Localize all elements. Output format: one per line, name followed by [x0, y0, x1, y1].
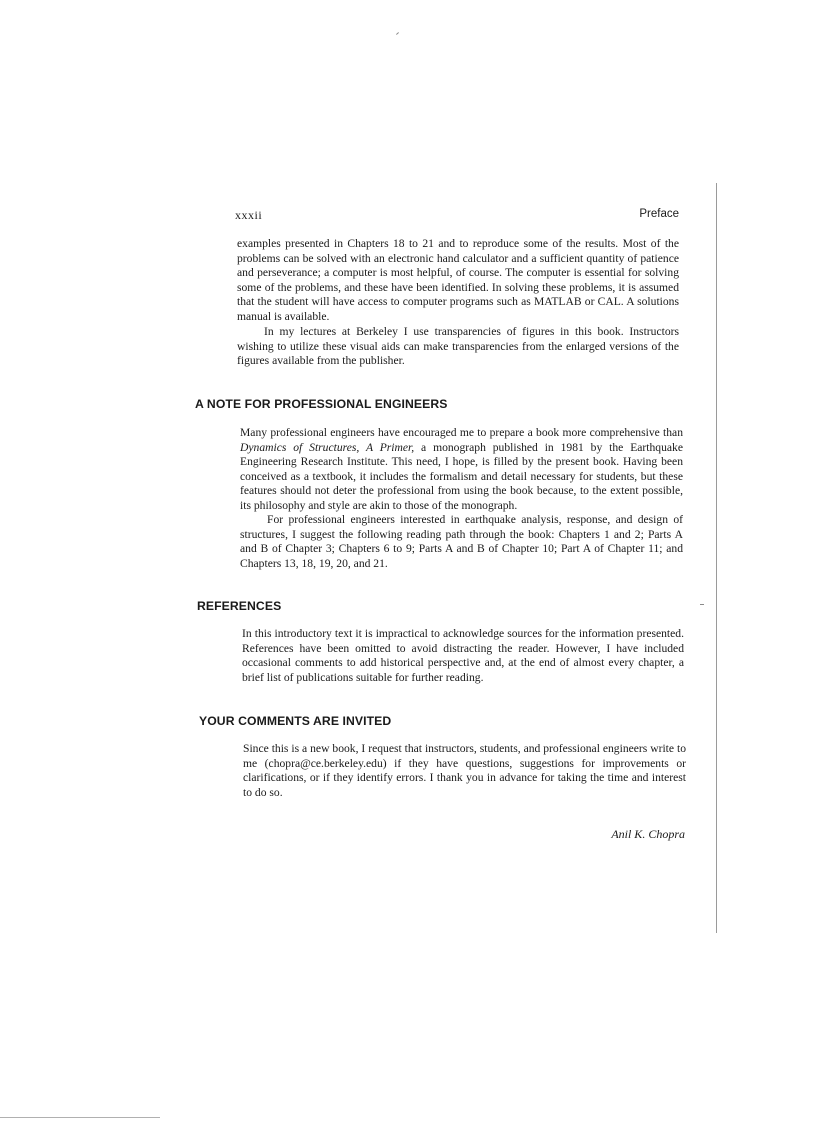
intro-paragraph-1: examples presented in Chapters 18 to 21 and to reproduce some of the results. Most of the problems can be solved with an electronic hand calculator and a sufficient quantity of patience and perseverance; a computer is most helpful, of course. The computer is essential for solving some of the problems, and these have been identified. In solving these problems, it is assumed that the student will have access to computer programs such as MATLAB or CAL. A solutions manual is available. [237, 237, 679, 323]
paragraph-text: a monograph published in 1981 by the Earthquake Engineering Research Institute. This need, I hope, is filled by the present book. Having been conceived as a textbook, it includes the formalism and detail necessary for students, but these features should not deter the professional from using the book because, to the extent possible, its philosophy and style are akin to those of the monograph. [240, 440, 683, 512]
heading-comments-invited: YOUR COMMENTS ARE INVITED [199, 714, 392, 728]
comments-paragraph: Since this is a new book, I request that instructors, students, and professional engineers write to me (chopra@ce.berkeley.edu) if they have questions, suggestions for improvements or clarifications, or if they identify errors. I thank you in advance for taking the time and interest to do so. [243, 742, 686, 799]
heading-references: REFERENCES [197, 599, 282, 613]
scan-speck [700, 604, 704, 605]
book-title: Dynamics of Structures, A Primer, [240, 440, 415, 454]
author-signature: Anil K. Chopra [611, 827, 685, 841]
intro-paragraph-2: In my lectures at Berkeley I use transparencies of figures in this book. Instructors wishing to utilize these visual aids can make transparencies from the enlarged versions of the figures available from the publisher. [237, 325, 679, 368]
scan-binding-line [716, 183, 717, 933]
professional-engineers-paragraph-2: For professional engineers interested in earthquake analysis, response, and design of structures, I suggest the following reading path through the book: Chapters 1 and 2; Parts A and B of Chapter 3; Chapters 6 to 9; Parts A and B of Chapter 10; Part A of Chapter 11; and Chapters 13, 18, 19, 20, and 21. [240, 513, 683, 570]
paragraph-text: Many professional engineers have encouraged me to prepare a book more comprehensive than [240, 426, 683, 439]
heading-professional-engineers: A NOTE FOR PROFESSIONAL ENGINEERS [195, 397, 448, 411]
scan-speck [396, 32, 399, 35]
page-number: xxxii [235, 208, 263, 222]
professional-engineers-paragraph-1 [240, 426, 683, 514]
references-paragraph: In this introductory text it is impractical to acknowledge sources for the information presented. References have been omitted to avoid distracting the reader. However, I have included occasional comments to add historical perspective and, at the end of almost every chapter, a brief list of publications suitable for further reading. [242, 627, 684, 684]
scan-edge-line [0, 1117, 160, 1118]
running-head: Preface [639, 208, 679, 220]
